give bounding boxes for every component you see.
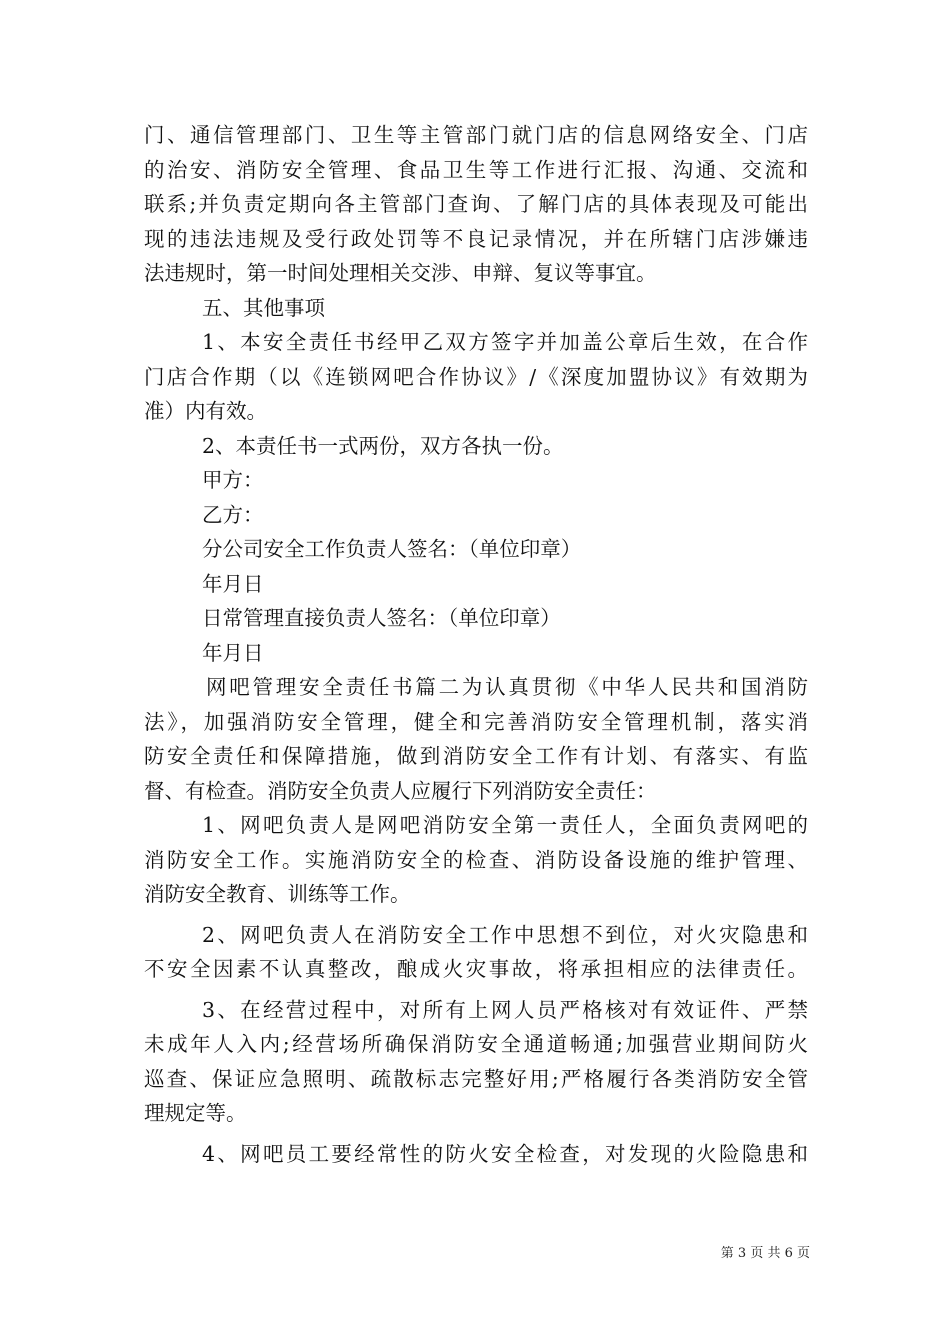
date-line: 年月日 [202, 640, 264, 665]
text-line: 理规定等。 [144, 1101, 247, 1125]
text-line: 联系;并负责定期向各主管部门查询、了解门店的具体表现及可能出 [144, 192, 808, 216]
text-line: 消防安全教育、训练等工作。 [144, 882, 411, 906]
text-line: 现的违法违规及受行政处罚等不良记录情况，并在所辖门店涉嫌违 [144, 226, 808, 251]
section-heading: 五、其他事项 [202, 295, 325, 320]
text-line: 1、本安全责任书经甲乙双方签字并加盖公章后生效，在合作 [202, 330, 808, 354]
party-b-label: 乙方： [202, 502, 264, 527]
page-number: 第 3 页 共 6 页 [720, 1246, 810, 1261]
text-line: 4、网吧员工要经常性的防火安全检查，对发现的火险隐患和 [202, 1141, 808, 1166]
text-line: 的治安、消防安全管理、食品卫生等工作进行汇报、沟通、交流和 [144, 157, 808, 182]
text-line: 1、网吧负责人是网吧消防安全第一责任人，全面负责网吧的 [202, 813, 808, 837]
text-line: 巡查、保证应急照明、疏散标志完整好用;严格履行各类消防安全管 [144, 1066, 808, 1091]
text-line: 门店合作期（以《连锁网吧合作协议》/《深度加盟协议》有效期为 [144, 364, 808, 389]
text-line: 2、本责任书一式两份，双方各执一份。 [202, 433, 564, 458]
document-body [144, 118, 808, 1171]
text-line: 2、网吧负责人在消防安全工作中思想不到位，对火灾隐患和 [202, 922, 808, 947]
signature-line: 分公司安全工作负责人签名：（单位印章） [202, 537, 582, 561]
text-line: 防安全责任和保障措施，做到消防安全工作有计划、有落实、有监 [144, 744, 808, 768]
text-line: 3、在经营过程中，对所有上网人员严格核对有效证件、严禁 [202, 997, 808, 1022]
text-line: 法违规时，第一时间处理相关交涉、申辩、复议等事宜。 [144, 261, 657, 285]
text-line: 法》，加强消防安全管理，健全和完善消防安全管理机制，落实消 [144, 709, 808, 734]
text-line: 不安全因素不认真整改，酿成火灾事故，将承担相应的法律责任。 [144, 957, 808, 981]
party-a-label: 甲方： [202, 468, 264, 492]
text-line: 门、通信管理部门、卫生等主管部门就门店的信息网络安全、门店 [144, 123, 808, 147]
date-line: 年月日 [202, 571, 264, 596]
signature-line: 日常管理直接负责人签名：（单位印章） [202, 606, 561, 630]
text-line: 网吧管理安全责任书篇二为认真贯彻《中华人民共和国消防 [206, 675, 808, 699]
text-line: 消防安全工作。实施消防安全的检查、消防设备设施的维护管理、 [144, 847, 808, 872]
text-line: 未成年人入内;经营场所确保消防安全通道畅通;加强营业期间防火 [144, 1032, 808, 1056]
text-line: 准）内有效。 [144, 399, 267, 423]
text-line: 督、有检查。消防安全负责人应履行下列消防安全责任： [144, 778, 657, 803]
